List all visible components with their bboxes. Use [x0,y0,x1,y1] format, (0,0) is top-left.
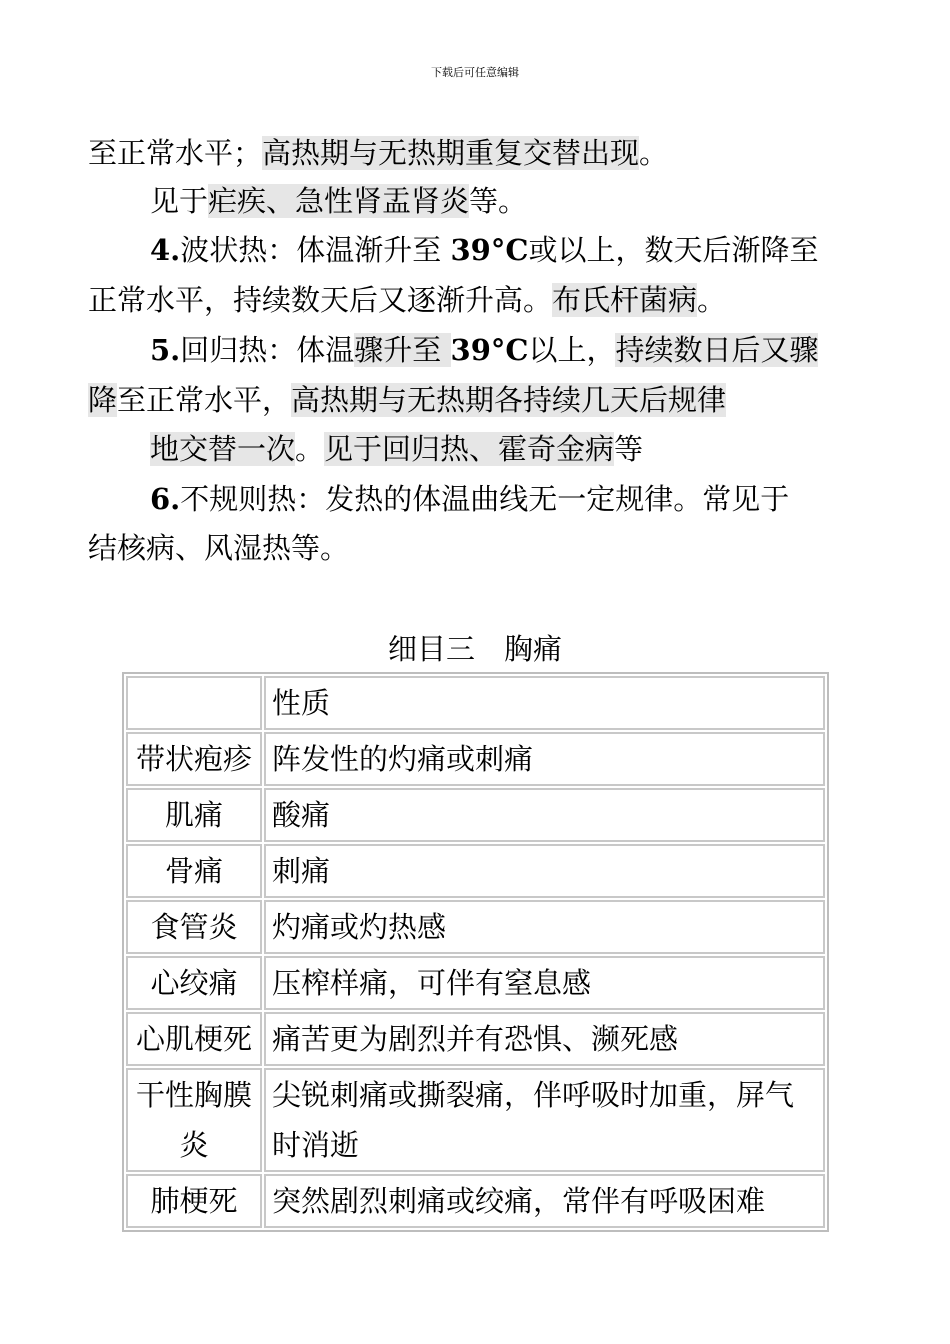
text-run: 不规则热：发热的体温曲线无一定规律。常见于 [180,482,790,516]
highlighted-text: 地交替一次 [150,432,296,466]
table-row [126,1012,825,1066]
table-header-cell: 性质 [264,676,825,730]
table-row [126,732,825,786]
highlighted-text: 高热期与无热期各持续几天后规律 [291,383,727,417]
text-run: 等。 [469,184,528,218]
table-body [126,676,825,1228]
pain-nature-cell: 压榨样痛，可伴有窒息感 [264,956,825,1010]
chest-pain-table [122,672,829,1232]
condition-cell: 心肌梗死 [126,1012,262,1066]
text-run: 。 [295,432,325,466]
highlighted-text: 布氏杆菌病 [552,283,698,317]
text-run: 结核病、风湿热等。 [88,531,350,565]
paragraph-line [88,375,878,425]
highlighted-text: 骤升至 [354,333,451,367]
highlighted-text: 高热期与无热期重复交替出现 [262,136,640,170]
text-run: 至正常水平； [88,136,263,170]
text-run: 以上， [528,333,616,367]
pain-nature-cell: 阵发性的灼痛或刺痛 [264,732,825,786]
paragraph-line [150,424,880,474]
text-run: 至正常水平， [117,383,292,417]
table-header-row [126,676,825,730]
paragraph-line [150,474,880,524]
highlighted-text: 持续数日后又骤 [615,333,819,367]
condition-cell: 心绞痛 [126,956,262,1010]
page-header: 下载后可任意编辑 [431,66,519,79]
text-run: 正常水平，持续数天后又逐渐升高。 [88,283,553,317]
table-row [126,1174,825,1228]
paragraph-line [88,128,878,178]
condition-cell: 肺梗死 [126,1174,262,1228]
pain-nature-cell: 酸痛 [264,788,825,842]
text-run: 或以上，数天后渐降至 [528,233,819,267]
text-run: 。 [639,136,669,170]
paragraph-line [150,176,880,226]
text-run: 。 [697,283,727,317]
temperature-value: 39°C [450,333,529,367]
paragraph-line [88,523,878,573]
highlighted-text: 疟疾、急性肾盂肾炎 [208,184,470,218]
pain-nature-cell: 尖锐刺痛或撕裂痛，伴呼吸时加重，屏气时消逝 [264,1068,825,1172]
condition-cell: 骨痛 [126,844,262,898]
text-run: 等 [614,432,644,466]
text-run: 回归热：体温 [180,333,355,367]
highlighted-text: 降 [88,383,118,417]
table-row [126,900,825,954]
list-number: 6. [150,482,181,516]
text-run: 见于 [150,184,209,218]
list-number: 5. [150,333,181,367]
list-number: 4. [150,233,181,267]
paragraph-line [88,275,878,325]
condition-cell: 食管炎 [126,900,262,954]
table-row [126,788,825,842]
condition-cell: 干性胸膜炎 [126,1068,262,1172]
pain-nature-cell: 痛苦更为剧烈并有恐惧、濒死感 [264,1012,825,1066]
temperature-value: 39°C [450,233,529,267]
table-row [126,956,825,1010]
condition-cell: 肌痛 [126,788,262,842]
highlighted-text: 见于回归热、霍奇金病 [324,432,615,466]
paragraph-line [150,225,880,275]
pain-nature-cell: 突然剧烈刺痛或绞痛，常伴有呼吸困难 [264,1174,825,1228]
paragraph-line [150,325,880,375]
section-title: 细目三 胸痛 [387,632,562,666]
table-header-cell [126,676,262,730]
pain-nature-cell: 灼痛或灼热感 [264,900,825,954]
condition-cell: 带状疱疹 [126,732,262,786]
table-row [126,844,825,898]
table-row [126,1068,825,1172]
pain-nature-cell: 刺痛 [264,844,825,898]
text-run: 波状热：体温渐升至 [180,233,451,267]
